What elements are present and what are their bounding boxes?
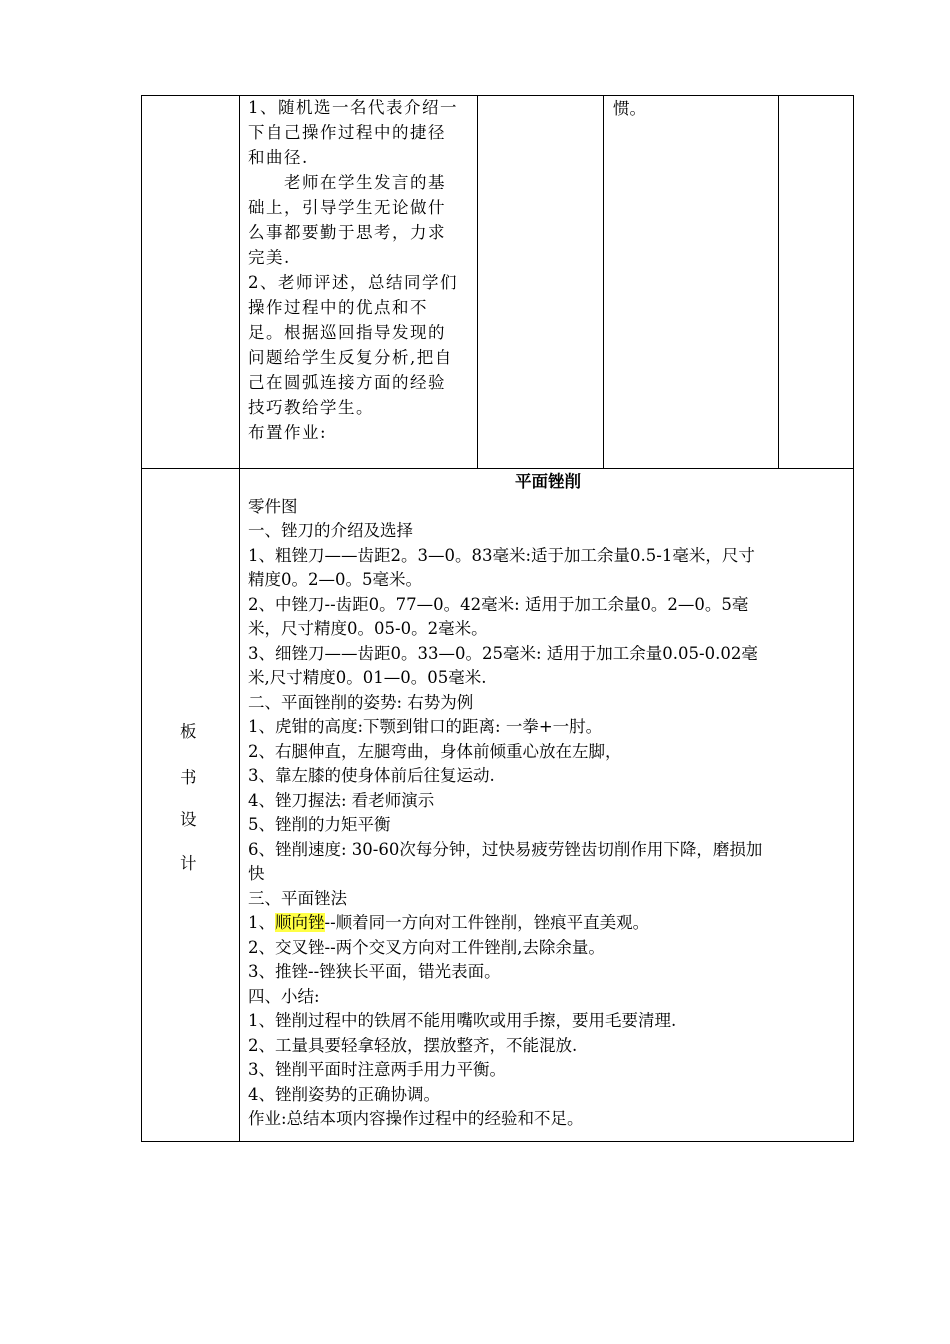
- board-design-content: [248, 470, 848, 1132]
- board-design-label-char: 板: [180, 722, 197, 741]
- board-line: 2、中锉刀--齿距0。77—0。42毫米: 适用于加工余量0。2—0。5毫: [248, 594, 749, 614]
- board-line: 3、细锉刀——齿距0。33—0。25毫米: 适用于加工余量0.05-0.02毫: [248, 643, 758, 663]
- board-line: 3、锉削平面时注意两手用力平衡。: [248, 1060, 506, 1079]
- board-line: 二、平面锉削的姿势: 右势为例: [248, 692, 474, 712]
- board-line: 2、交叉锉--两个交叉方向对工件锉削,去除余量。: [248, 937, 605, 957]
- board-title: 平面锉削: [515, 472, 581, 491]
- activity-line: 老师在学生发言的基: [248, 173, 446, 192]
- board-line: 2、右腿伸直，左腿弯曲，身体前倾重心放在左脚，: [248, 741, 622, 761]
- row-divider: [141, 468, 854, 469]
- activity-line: 技巧教给学生。: [248, 398, 374, 417]
- activity-line: 么事都要勤于思考，力求: [248, 223, 446, 242]
- board-line: 三、平面锉法: [248, 888, 347, 908]
- activity-line: 下自己操作过程中的捷径: [248, 123, 446, 142]
- board-line: 4、锉刀握法: 看老师演示: [248, 790, 435, 810]
- board-design-label-char: 设: [180, 810, 197, 829]
- board-line: 5、锉削的力矩平衡: [248, 815, 391, 834]
- board-line: 精度0。2—0。5毫米。: [248, 570, 422, 589]
- highlight-prefix: 1、: [248, 913, 275, 932]
- board-line: 3、靠左膝的使身体前后往复运动.: [248, 766, 495, 785]
- activity-cell: [248, 95, 473, 445]
- activity-line: 完美.: [248, 248, 291, 267]
- board-line: 1、锉削过程中的铁屑不能用嘴吹或用手擦，要用毛要清理.: [248, 1011, 677, 1030]
- board-line: 作业:总结本项内容操作过程中的经验和不足。: [248, 1109, 584, 1128]
- board-line: 2、工量具要轻拿轻放，摆放整齐，不能混放.: [248, 1035, 578, 1055]
- table-right-border: [853, 95, 854, 1141]
- activity-line: 操作过程中的优点和不: [248, 298, 428, 317]
- column-divider-2: [477, 95, 478, 468]
- board-line: 3、推锉--锉狭长平面，错光表面。: [248, 962, 501, 981]
- activity-line: 1、随机选一名代表介绍一: [248, 98, 458, 117]
- highlighted-board-line: [248, 911, 848, 936]
- table-left-border: [141, 95, 142, 1141]
- activity-line: 础上，引导学生无论做什: [248, 198, 446, 217]
- activity-line: 己在圆弧连接方面的经验: [248, 373, 446, 392]
- activity-line: 足。根据巡回指导发现的: [248, 323, 446, 342]
- board-line: 米，尺寸精度0。05-0。2毫米。: [248, 619, 488, 638]
- column-divider-4: [778, 95, 779, 468]
- board-line: 零件图: [248, 496, 298, 516]
- board-design-label-char: 计: [180, 854, 197, 873]
- board-line: 一、锉刀的介绍及选择: [248, 521, 413, 540]
- activity-line: 和曲径.: [248, 148, 309, 167]
- board-line: 米,尺寸精度0。01—0。05毫米.: [248, 668, 487, 687]
- activity-line: 问题给学生反复分析,把自: [248, 348, 453, 367]
- board-line: 快: [248, 864, 265, 883]
- column-divider-1: [239, 95, 240, 1141]
- activity-line: 2、老师评述，总结同学们: [248, 273, 458, 292]
- board-line: 4、锉削姿势的正确协调。: [248, 1084, 440, 1104]
- board-line: 1、粗锉刀——齿距2。3—0。83毫米:适于加工余量0.5-1毫米，尺寸: [248, 545, 755, 565]
- activity-line: 布置作业:: [248, 423, 328, 442]
- board-design-label-char: 书: [180, 768, 197, 787]
- highlight-suffix: --顺着同一方向对工件锉削，锉痕平直美观。: [324, 913, 650, 932]
- highlighted-term: 顺向锉: [275, 913, 325, 932]
- table-bottom-border: [141, 1141, 854, 1142]
- board-line: 四、小结:: [248, 986, 320, 1006]
- column-divider-3: [603, 95, 604, 468]
- intent-cell: 惯。: [613, 99, 646, 118]
- board-line: 1、虎钳的高度:下颚到钳口的距离: 一拳+一肘。: [248, 717, 603, 736]
- board-line: 6、锉削速度: 30-60次每分钟，过快易疲劳锉齿切削作用下降，磨损加: [248, 839, 763, 859]
